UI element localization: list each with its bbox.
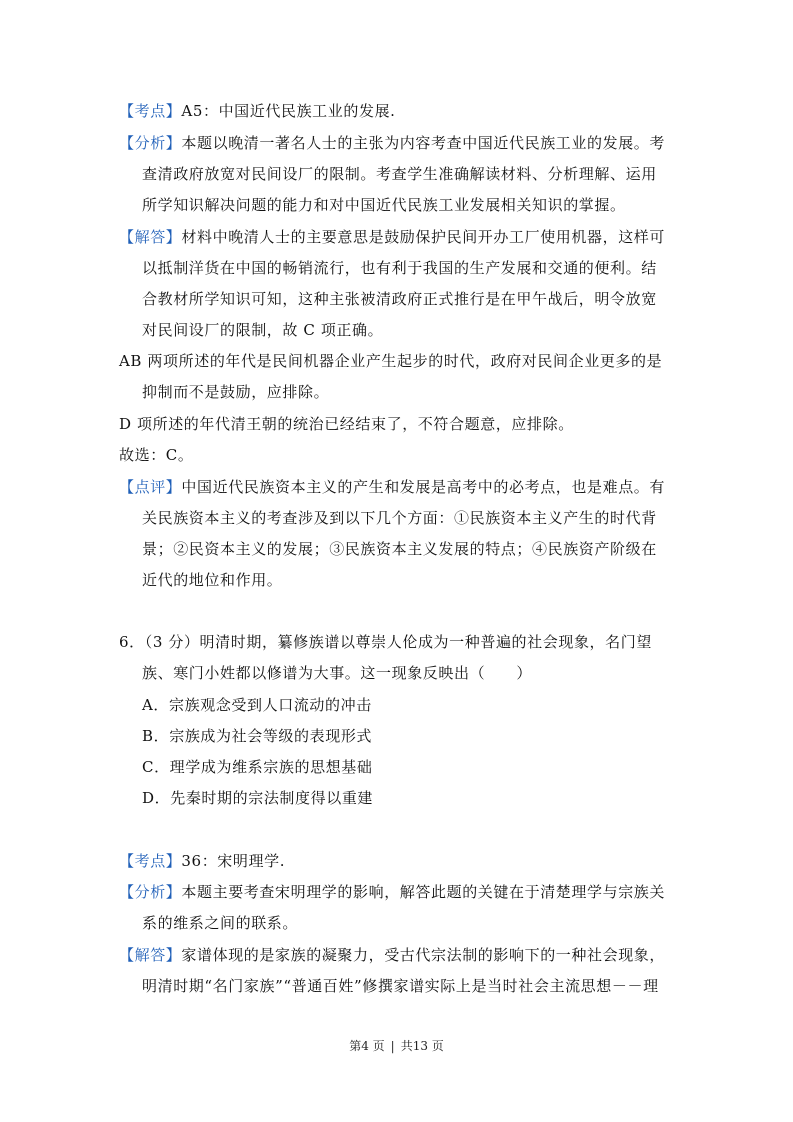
kaodian-tag-2: 【考点】: [119, 852, 182, 870]
question-6-stem-1: 6．（3 分）明清时期，纂修族谱以尊崇人伦成为一种普遍的社会现象，名门望: [119, 633, 652, 651]
fenxi-tag: 【分析】: [119, 134, 182, 152]
page-footer: [0, 1038, 793, 1054]
kaodian-line: [119, 101, 396, 121]
option-b: B．宗族成为社会等级的表现形式: [142, 727, 373, 745]
jieda-tag-2: 【解答】: [119, 946, 182, 964]
kaodian-line-2: [119, 851, 285, 871]
page-number: 第4 页: [349, 1039, 385, 1053]
kaodian-text: A5：中国近代民族工业的发展.: [181, 102, 396, 120]
fenxi-line-3: 所学知识解决问题的能力和对中国近代民族工业发展相关知识的掌握。: [142, 196, 626, 214]
kaodian-tag: 【考点】: [119, 102, 182, 120]
fenxi-line-2-1: [119, 882, 665, 902]
fenxi-line-2-2: 系的维系之间的联系。: [142, 914, 299, 932]
dianping-line-1: [119, 477, 665, 497]
jieda-line-2-1: [119, 945, 665, 965]
dianping-line-4: 近代的地位和作用。: [142, 571, 283, 589]
dianping-text-1: 中国近代民族资本主义的产生和发展是高考中的必考点，也是难点。有: [181, 478, 666, 496]
dianping-line-3: 景；②民资本主义的发展；③民族资本主义发展的特点；④民族资产阶级在: [142, 540, 657, 558]
jieda-text-2-1: 家谱体现的是家族的凝聚力，受古代宗法制的影响下的一种社会现象，: [181, 946, 666, 964]
option-d: D．先秦时期的宗法制度得以重建: [142, 789, 374, 807]
dianping-line-2: 关民族资本主义的考查涉及到以下几个方面：①民族资本主义产生的时代背: [142, 509, 657, 527]
fenxi-tag-2: 【分析】: [119, 883, 182, 901]
option-c: C．理学成为维系宗族的思想基础: [142, 758, 373, 776]
ab-line-1: AB 两项所述的年代是民间机器企业产生起步的时代，政府对民间企业更多的是: [119, 352, 663, 370]
page-total: 共13 页: [400, 1039, 444, 1053]
kaodian-text-2: 36：宋明理学.: [181, 852, 286, 870]
jieda-line-2: 以抵制洋货在中国的畅销流行，也有利于我国的生产发展和交通的便利。结: [142, 259, 657, 277]
option-a: A．宗族观念受到人口流动的冲击: [142, 696, 372, 714]
question-6-stem-2: 族、寒门小姓都以修谱为大事。这一现象反映出（ ）: [142, 664, 533, 682]
d-line: D 项所述的年代清王朝的统治已经结束了，不符合题意，应排除。: [119, 415, 574, 433]
answer-line: 故选：C。: [119, 446, 194, 464]
jieda-line-1: [119, 227, 665, 247]
jieda-line-4: 对民间设厂的限制，故 C 项正确。: [142, 321, 384, 339]
jieda-line-2-2: 明清时期“名门家族”“普通百姓”修撰家谱实际上是当时社会主流思想－－理: [142, 977, 659, 995]
jieda-tag: 【解答】: [119, 228, 182, 246]
fenxi-text-2-1: 本题主要考查宋明理学的影响，解答此题的关键在于清楚理学与宗族关: [181, 883, 666, 901]
ab-line-2: 抑制而不是鼓励，应排除。: [142, 383, 330, 401]
footer-separator: |: [390, 1039, 395, 1053]
jieda-text-1: 材料中晚清人士的主要意思是鼓励保护民间开办工厂使用机器，这样可: [181, 228, 666, 246]
dianping-tag: 【点评】: [119, 478, 182, 496]
fenxi-text-1: 本题以晚清一著名人士的主张为内容考查中国近代民族工业的发展。考: [181, 134, 666, 152]
jieda-line-3: 合教材所学知识可知，这种主张被清政府正式推行是在甲午战后，明令放宽: [142, 290, 657, 308]
fenxi-line-1: [119, 133, 665, 153]
fenxi-line-2: 查清政府放宽对民间设厂的限制。考查学生准确解读材料、分析理解、运用: [142, 165, 657, 183]
